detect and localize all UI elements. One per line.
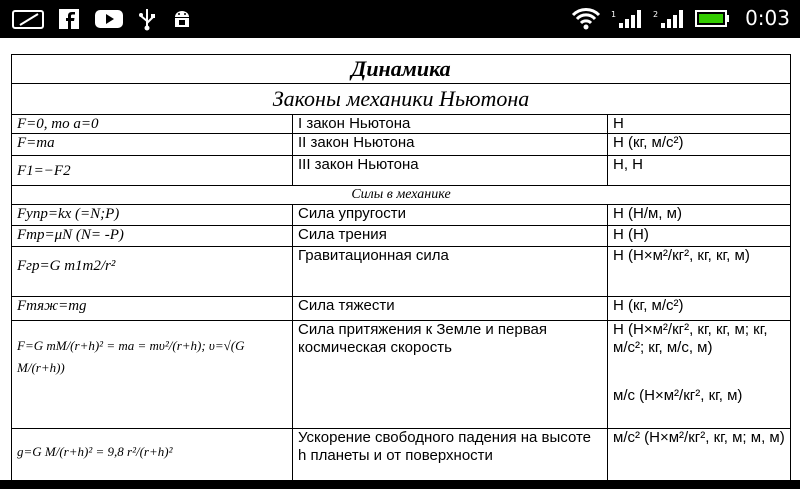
- unit-cell: Н (кг, м/с²): [608, 134, 791, 156]
- formula-cell: [12, 205, 293, 226]
- doc-subtitle: Законы механики Ньютона: [12, 84, 791, 115]
- formula-cell: [12, 247, 293, 297]
- section-title: Силы в механике: [12, 186, 791, 205]
- wifi-icon: [571, 6, 601, 30]
- formula-cell: [12, 134, 293, 156]
- unit-cell: м/с² (Н×м²/кг², кг, м; м, м): [608, 429, 791, 489]
- document-page: [0, 38, 800, 480]
- force-name-cell: Сила тяжести: [293, 297, 608, 321]
- law-name-cell: III закон Ньютона: [293, 156, 608, 186]
- formula-text: Fтяж=mg: [17, 298, 87, 314]
- force-name-cell: Ускорение свободного падения на высоте h планеты и от поверхности: [293, 429, 608, 489]
- table-row: [12, 134, 791, 156]
- notification-icons: [12, 7, 194, 31]
- unit-text: Н (Н×м²/кг², кг, кг, м; кг, м/с²; кг, м/с, м): [613, 321, 768, 356]
- table-row: [12, 297, 791, 321]
- formula-cell: [12, 297, 293, 321]
- doc-title: Динамика: [12, 55, 791, 84]
- formula-cell: [12, 156, 293, 186]
- unit-cell: Н: [608, 115, 791, 134]
- youtube-icon: [94, 8, 124, 30]
- formula-cell: [12, 226, 293, 247]
- system-icons: [571, 6, 790, 30]
- section-row: [12, 186, 791, 205]
- usb-icon: [138, 7, 156, 31]
- keyboard-icon: [12, 8, 44, 30]
- svg-text:2: 2: [653, 10, 659, 19]
- formula-text: F=ma: [17, 135, 55, 151]
- table-row: [12, 321, 791, 429]
- law-name-cell: I закон Ньютона: [293, 115, 608, 134]
- formula-cell: [12, 321, 293, 429]
- unit-cell: Н (Н×м²/кг², кг, кг, м): [608, 247, 791, 297]
- force-name-cell: Сила притяжения к Земле и первая космическая скорость: [293, 321, 608, 429]
- table-row: [12, 205, 791, 226]
- law-name-cell: II закон Ньютона: [293, 134, 608, 156]
- table-row: [12, 115, 791, 134]
- android-debug-icon: [170, 7, 194, 31]
- signal-2-icon: [653, 7, 685, 29]
- table-row: [12, 226, 791, 247]
- force-name-cell: Сила трения: [293, 226, 608, 247]
- clock: 0:03: [745, 6, 790, 30]
- table-subtitle-row: [12, 84, 791, 115]
- svg-text:1: 1: [611, 10, 617, 19]
- table-title-row: [12, 55, 791, 84]
- formula-text: F=G mM/(r+h)² = ma = mυ²/(r+h); υ=√(G M/(r+h)): [17, 338, 245, 375]
- force-name-cell: Сила упругости: [293, 205, 608, 226]
- unit-text-velocity: м/с (Н×м²/кг², кг, м): [613, 387, 743, 404]
- status-bar: [0, 0, 800, 38]
- formula-text: g=G M/(r+h)² = 9,8 r²/(r+h)²: [17, 444, 173, 459]
- formula-text: F1=−F2: [17, 163, 71, 179]
- formula-text: Fтр=μN (N= -P): [17, 227, 124, 243]
- unit-cell: [608, 321, 791, 429]
- facebook-icon: [58, 8, 80, 30]
- force-name-cell: Гравитационная сила: [293, 247, 608, 297]
- formula-text: F=0, то a=0: [17, 116, 99, 132]
- signal-1-icon: [611, 7, 643, 29]
- formula-text: Fупр=kx (=N;P): [17, 206, 120, 222]
- formula-text: Fгр=G m1m2/r²: [17, 258, 116, 274]
- unit-cell: Н (кг, м/с²): [608, 297, 791, 321]
- battery-icon: [695, 7, 731, 29]
- table-row: [12, 156, 791, 186]
- unit-cell: Н (Н/м, м): [608, 205, 791, 226]
- table-row: [12, 247, 791, 297]
- unit-cell: Н, Н: [608, 156, 791, 186]
- unit-cell: Н (Н): [608, 226, 791, 247]
- formula-cell: [12, 115, 293, 134]
- dynamics-table: [11, 54, 791, 489]
